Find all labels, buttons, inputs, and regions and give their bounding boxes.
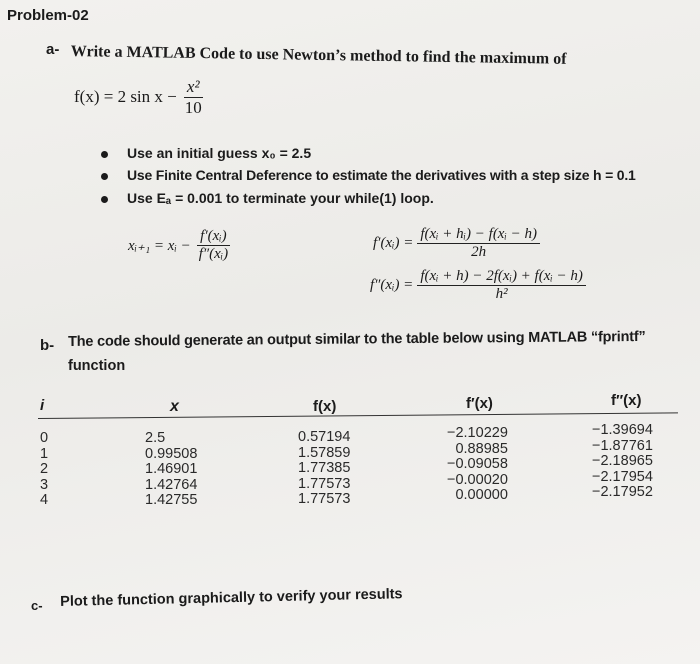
cell-fx: 0.57194 xyxy=(298,429,351,445)
cell-i: 4 xyxy=(40,492,49,508)
function-denominator: 10 xyxy=(184,97,202,117)
cell-f1: −2.10229 xyxy=(447,425,508,441)
function-fraction xyxy=(182,77,205,117)
bullet-2 xyxy=(101,173,108,180)
cell-i: 3 xyxy=(40,476,49,493)
column-f2 xyxy=(592,423,653,501)
cell-x: 1.42755 xyxy=(145,492,198,508)
newton-formula xyxy=(128,228,231,264)
part-c-text: Plot the function graphically to verify your results xyxy=(60,586,403,610)
cell-f2: −2.18965 xyxy=(592,453,653,469)
part-b-text-line1: The code should generate an output similar to the table below using MATLAB “fprintf” xyxy=(68,328,646,350)
column-i xyxy=(40,431,48,509)
d1-denominator: 2h xyxy=(471,244,487,261)
cell-f2: −1.87761 xyxy=(592,437,653,454)
part-a-label: a- xyxy=(46,41,60,58)
header-f2: f″(x) xyxy=(611,392,642,409)
table-header-rule xyxy=(38,412,678,419)
bullet-1 xyxy=(101,151,108,158)
newton-numerator: f′(xᵢ) xyxy=(197,228,229,246)
part-c-label: c- xyxy=(31,598,43,613)
cell-f2: −2.17952 xyxy=(592,484,653,500)
header-i: i xyxy=(40,397,45,414)
cell-f1: −0.00020 xyxy=(447,471,508,488)
part-b-label: b- xyxy=(40,337,55,354)
problem-title: Problem-02 xyxy=(7,7,89,24)
function-lhs: f(x) = 2 sin x − xyxy=(74,87,177,107)
header-f1: f′(x) xyxy=(466,395,493,412)
d1-lhs: f′(xᵢ) = xyxy=(373,235,414,252)
cell-x: 2.5 xyxy=(145,430,166,446)
column-x xyxy=(145,431,197,509)
part-a-instruction: Write a MATLAB Code to use Newton’s method to find the maximum of xyxy=(70,43,567,68)
cell-x: 1.42764 xyxy=(145,476,198,493)
newton-lhs: xᵢ₊₁ = xᵢ − xyxy=(128,238,191,255)
header-x: x xyxy=(170,398,179,415)
cell-fx: 1.77385 xyxy=(298,460,351,476)
cell-f2: −1.39694 xyxy=(592,422,653,438)
d2-lhs: f″(xᵢ) = xyxy=(370,277,414,294)
d1-fraction xyxy=(417,226,540,262)
cell-fx: 1.57859 xyxy=(298,444,351,461)
cell-i: 1 xyxy=(40,445,49,462)
cell-fx: 1.77573 xyxy=(298,491,351,507)
cell-x: 1.46901 xyxy=(145,461,198,477)
function-numerator: x² xyxy=(184,77,203,98)
cell-f2: −2.17954 xyxy=(592,468,653,485)
column-f1 xyxy=(447,426,508,504)
second-derivative-formula xyxy=(370,268,586,304)
d1-numerator: f(xᵢ + hᵢ) − f(xᵢ − h) xyxy=(417,226,540,244)
d2-fraction xyxy=(417,268,586,304)
bullet-3 xyxy=(101,196,108,203)
function-formula xyxy=(74,77,205,117)
column-fx xyxy=(298,430,350,508)
part-b-text-line2: function xyxy=(68,358,126,374)
header-fx: f(x) xyxy=(313,398,337,415)
cell-f1: −0.09058 xyxy=(447,456,508,472)
cell-f1: 0.00000 xyxy=(455,487,508,503)
cell-f1: 0.88985 xyxy=(455,440,508,457)
newton-denominator: f″(xᵢ) xyxy=(198,246,229,263)
cell-i: 0 xyxy=(40,430,49,446)
bullet-item-1: Use an initial guess x₀ = 2.5 xyxy=(127,145,312,161)
cell-fx: 1.77573 xyxy=(298,475,351,492)
bullet-item-2: Use Finite Central Deference to estimate the derivatives with a step size h = 0.1 xyxy=(127,167,636,183)
d2-numerator: f(xᵢ + h) − 2f(xᵢ) + f(xᵢ − h) xyxy=(417,268,586,286)
cell-i: 2 xyxy=(40,461,49,477)
bullet-item-3: Use Eₐ = 0.001 to terminate your while(1) loop. xyxy=(127,190,434,206)
newton-fraction xyxy=(196,228,231,264)
first-derivative-formula xyxy=(373,226,540,262)
d2-denominator: h² xyxy=(495,286,508,303)
cell-x: 0.99508 xyxy=(145,445,198,462)
